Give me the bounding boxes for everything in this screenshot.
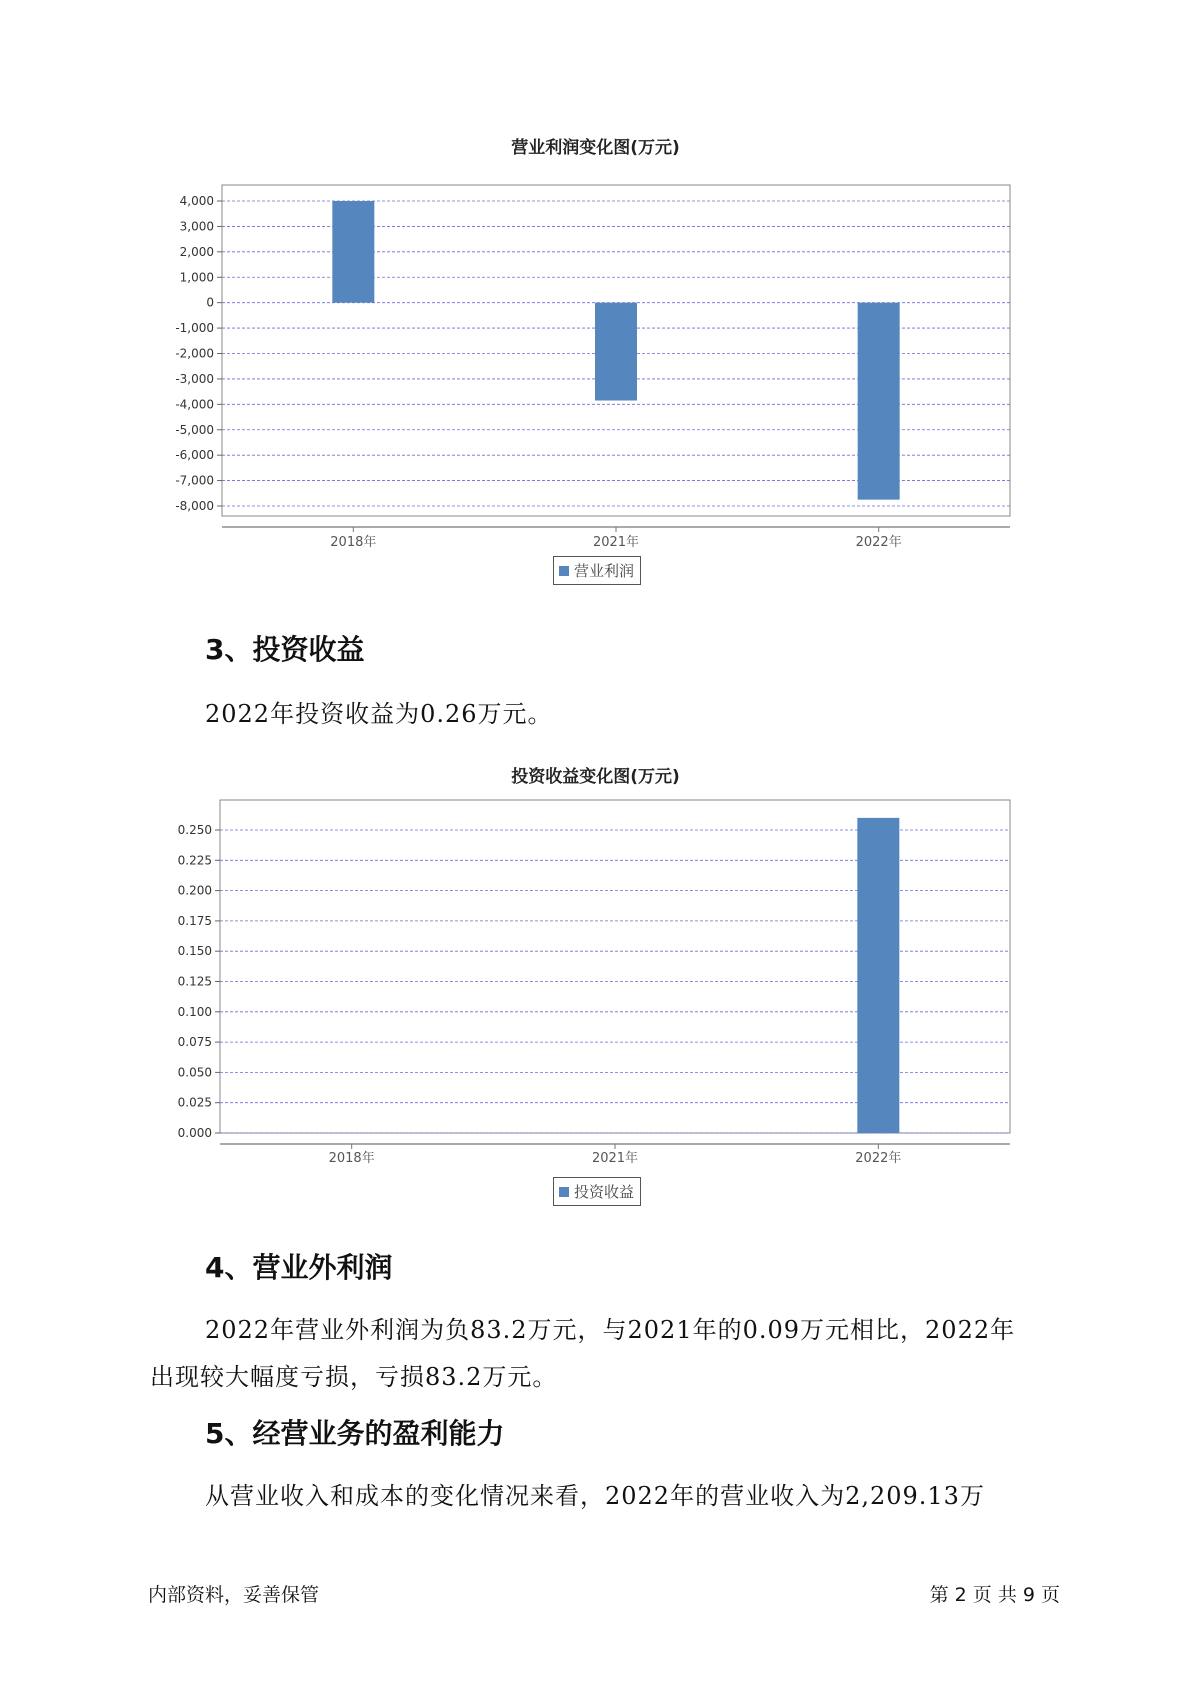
legend-swatch bbox=[559, 566, 569, 576]
legend-label: 投资收益 bbox=[574, 1183, 635, 1201]
bar bbox=[332, 201, 374, 303]
y-tick-label: 2,000 bbox=[179, 244, 214, 259]
chart-title-operating-profit: 营业利润变化图(万元) bbox=[511, 138, 680, 158]
chart-legend-operating-profit bbox=[553, 556, 641, 585]
y-tick-label: 4,000 bbox=[179, 194, 214, 208]
y-tick-label: 0.075 bbox=[177, 1035, 212, 1050]
y-tick-label: -8,000 bbox=[175, 499, 214, 513]
y-tick-label: 0.150 bbox=[177, 944, 212, 959]
y-tick-label: 0.125 bbox=[177, 974, 212, 989]
y-tick-label: 0.000 bbox=[177, 1126, 212, 1140]
bar bbox=[595, 303, 637, 401]
y-tick-label: -6,000 bbox=[175, 448, 214, 463]
y-tick-label: -1,000 bbox=[175, 321, 214, 336]
y-tick-label: 0.100 bbox=[177, 1004, 212, 1019]
paragraph-profitability-line1: 从营业收入和成本的变化情况来看，2022年的营业收入为2,209.13万 bbox=[205, 1482, 985, 1510]
operating-profit-chart bbox=[0, 170, 1191, 550]
legend-swatch bbox=[559, 1187, 569, 1197]
x-tick-label: 2021年 bbox=[592, 535, 640, 550]
section-heading-non-operating-profit: 4、营业外利润 bbox=[205, 1251, 393, 1284]
chart-legend-investment-income bbox=[553, 1177, 641, 1206]
investment-income-chart bbox=[0, 800, 1191, 1170]
y-tick-label: -7,000 bbox=[175, 473, 214, 488]
y-tick-label: 0.250 bbox=[177, 823, 212, 837]
y-tick-label: 0 bbox=[206, 295, 214, 310]
bar bbox=[857, 818, 899, 1133]
legend-label: 营业利润 bbox=[574, 562, 635, 580]
paragraph-non-operating-profit-line2: 出现较大幅度亏损，亏损83.2万元。 bbox=[150, 1363, 558, 1391]
paragraph-non-operating-profit-line1: 2022年营业外利润为负83.2万元，与2021年的0.09万元相比，2022年 bbox=[205, 1316, 1016, 1344]
y-tick-label: 0.200 bbox=[177, 883, 212, 898]
x-tick-label: 2018年 bbox=[330, 535, 377, 550]
y-tick-label: 1,000 bbox=[179, 270, 214, 285]
section-heading-profitability: 5、经营业务的盈利能力 bbox=[205, 1417, 505, 1450]
y-tick-label: 0.225 bbox=[177, 853, 212, 868]
x-tick-label: 2018年 bbox=[328, 1151, 375, 1166]
x-tick-label: 2021年 bbox=[591, 1151, 639, 1166]
bar bbox=[858, 303, 900, 500]
x-tick-label: 2022年 bbox=[855, 535, 902, 550]
section-heading-investment-income: 3、投资收益 bbox=[205, 633, 365, 666]
y-tick-label: 3,000 bbox=[179, 219, 214, 234]
x-tick-label: 2022年 bbox=[855, 1151, 902, 1166]
paragraph-investment-income: 2022年投资收益为0.26万元。 bbox=[205, 700, 553, 728]
footer-page-number: 第 2 页 共 9 页 bbox=[929, 1584, 1060, 1606]
y-tick-label: -4,000 bbox=[175, 397, 214, 412]
y-tick-label: 0.175 bbox=[177, 913, 212, 928]
y-tick-label: -2,000 bbox=[175, 346, 214, 361]
chart-title-investment-income: 投资收益变化图(万元) bbox=[511, 767, 680, 787]
footer-confidential-note: 内部资料，妥善保管 bbox=[148, 1584, 320, 1606]
y-tick-label: -3,000 bbox=[175, 371, 214, 386]
y-tick-label: 0.050 bbox=[177, 1065, 212, 1080]
y-tick-label: 0.025 bbox=[177, 1095, 212, 1110]
y-tick-label: -5,000 bbox=[175, 422, 214, 437]
